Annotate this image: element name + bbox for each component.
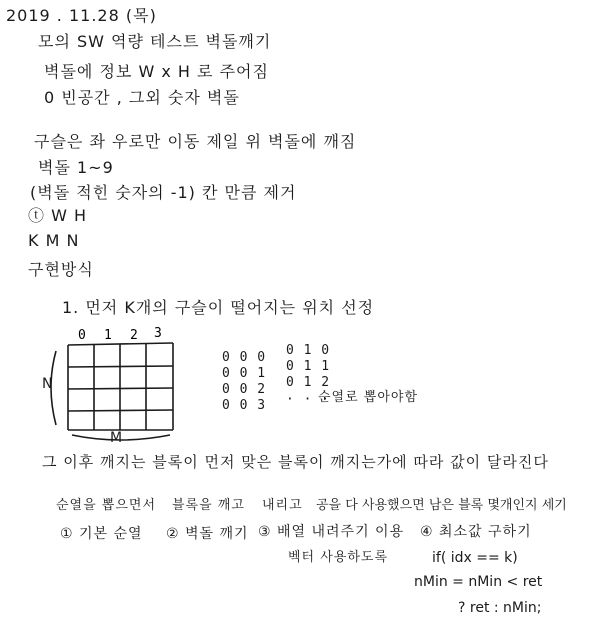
sequence-note: 순열로 뽑아야함: [318, 390, 419, 405]
step-note: 1. 먼저 K개의 구슬이 떨어지는 위치 선정: [62, 298, 375, 317]
step-3-sub: 벡터 사용하도록: [288, 550, 389, 565]
sequence-item: 0 0 3: [222, 398, 267, 413]
rule-line-1: 구슬은 좌 우로만 이동 제일 위 벽돌에 깨짐: [34, 132, 357, 151]
sequence-item: · · ·: [286, 392, 331, 407]
code-line-2: nMin = nMin < ret: [414, 574, 543, 590]
col-index: 3: [154, 326, 162, 341]
grid-lines: [51, 343, 173, 440]
sequence-item: 0 0 0: [222, 350, 267, 365]
sequence-item: 0 0 2: [222, 382, 267, 397]
sequence-item: 0 1 0: [286, 343, 331, 358]
code-line-3: ? ret : nMin;: [458, 600, 542, 616]
chain-note: 그 이후 깨지는 블록이 먼저 맞은 블록이 깨지는가에 따라 값이 달라진다: [42, 453, 549, 471]
step-4: ④ 최소값 구하기: [420, 524, 532, 540]
col-label: M: [110, 430, 124, 446]
col-index: 0: [78, 328, 86, 343]
col-index: 1: [104, 328, 112, 343]
rule-line-3: (벽돌 적힌 숫자의 -1) 칸 만큼 제거: [30, 183, 297, 202]
section-label: 구현방식: [28, 260, 94, 279]
row-label: N: [42, 376, 54, 392]
sequence-item: 0 1 1: [286, 359, 331, 374]
grid-drawing: [38, 315, 178, 445]
date: 2019 . 11.28 (목): [6, 6, 157, 25]
step-3: ③ 배열 내려주기 이용: [258, 524, 405, 540]
sequence-item: 0 0 1: [222, 366, 267, 381]
step-1: ① 기본 순열: [60, 526, 143, 542]
params-line-2: K M N: [28, 231, 80, 250]
code-line-1: if( idx == k): [432, 550, 518, 566]
params-line-1: ⓣ W H: [28, 206, 88, 225]
steps-header-4: 공을 다 사용했으면 남은 블록 몇개인지 세기: [316, 498, 567, 513]
rule-line-2: 벽돌 1~9: [38, 158, 114, 177]
step-2: ② 벽돌 깨기: [166, 526, 249, 542]
intro-line-1: 벽돌에 정보 W x H 로 주어짐: [44, 62, 269, 81]
title: 모의 SW 역량 테스트 벽돌깨기: [38, 32, 272, 51]
intro-line-2: 0 빈공간 , 그외 숫자 벽돌: [44, 88, 240, 107]
col-index: 2: [130, 328, 138, 343]
steps-header-3: 내리고: [262, 498, 303, 513]
steps-header-1: 순열을 뽑으면서: [56, 498, 157, 513]
sequence-item: 0 1 2: [286, 375, 331, 390]
steps-header-2: 블록을 깨고: [172, 498, 245, 513]
